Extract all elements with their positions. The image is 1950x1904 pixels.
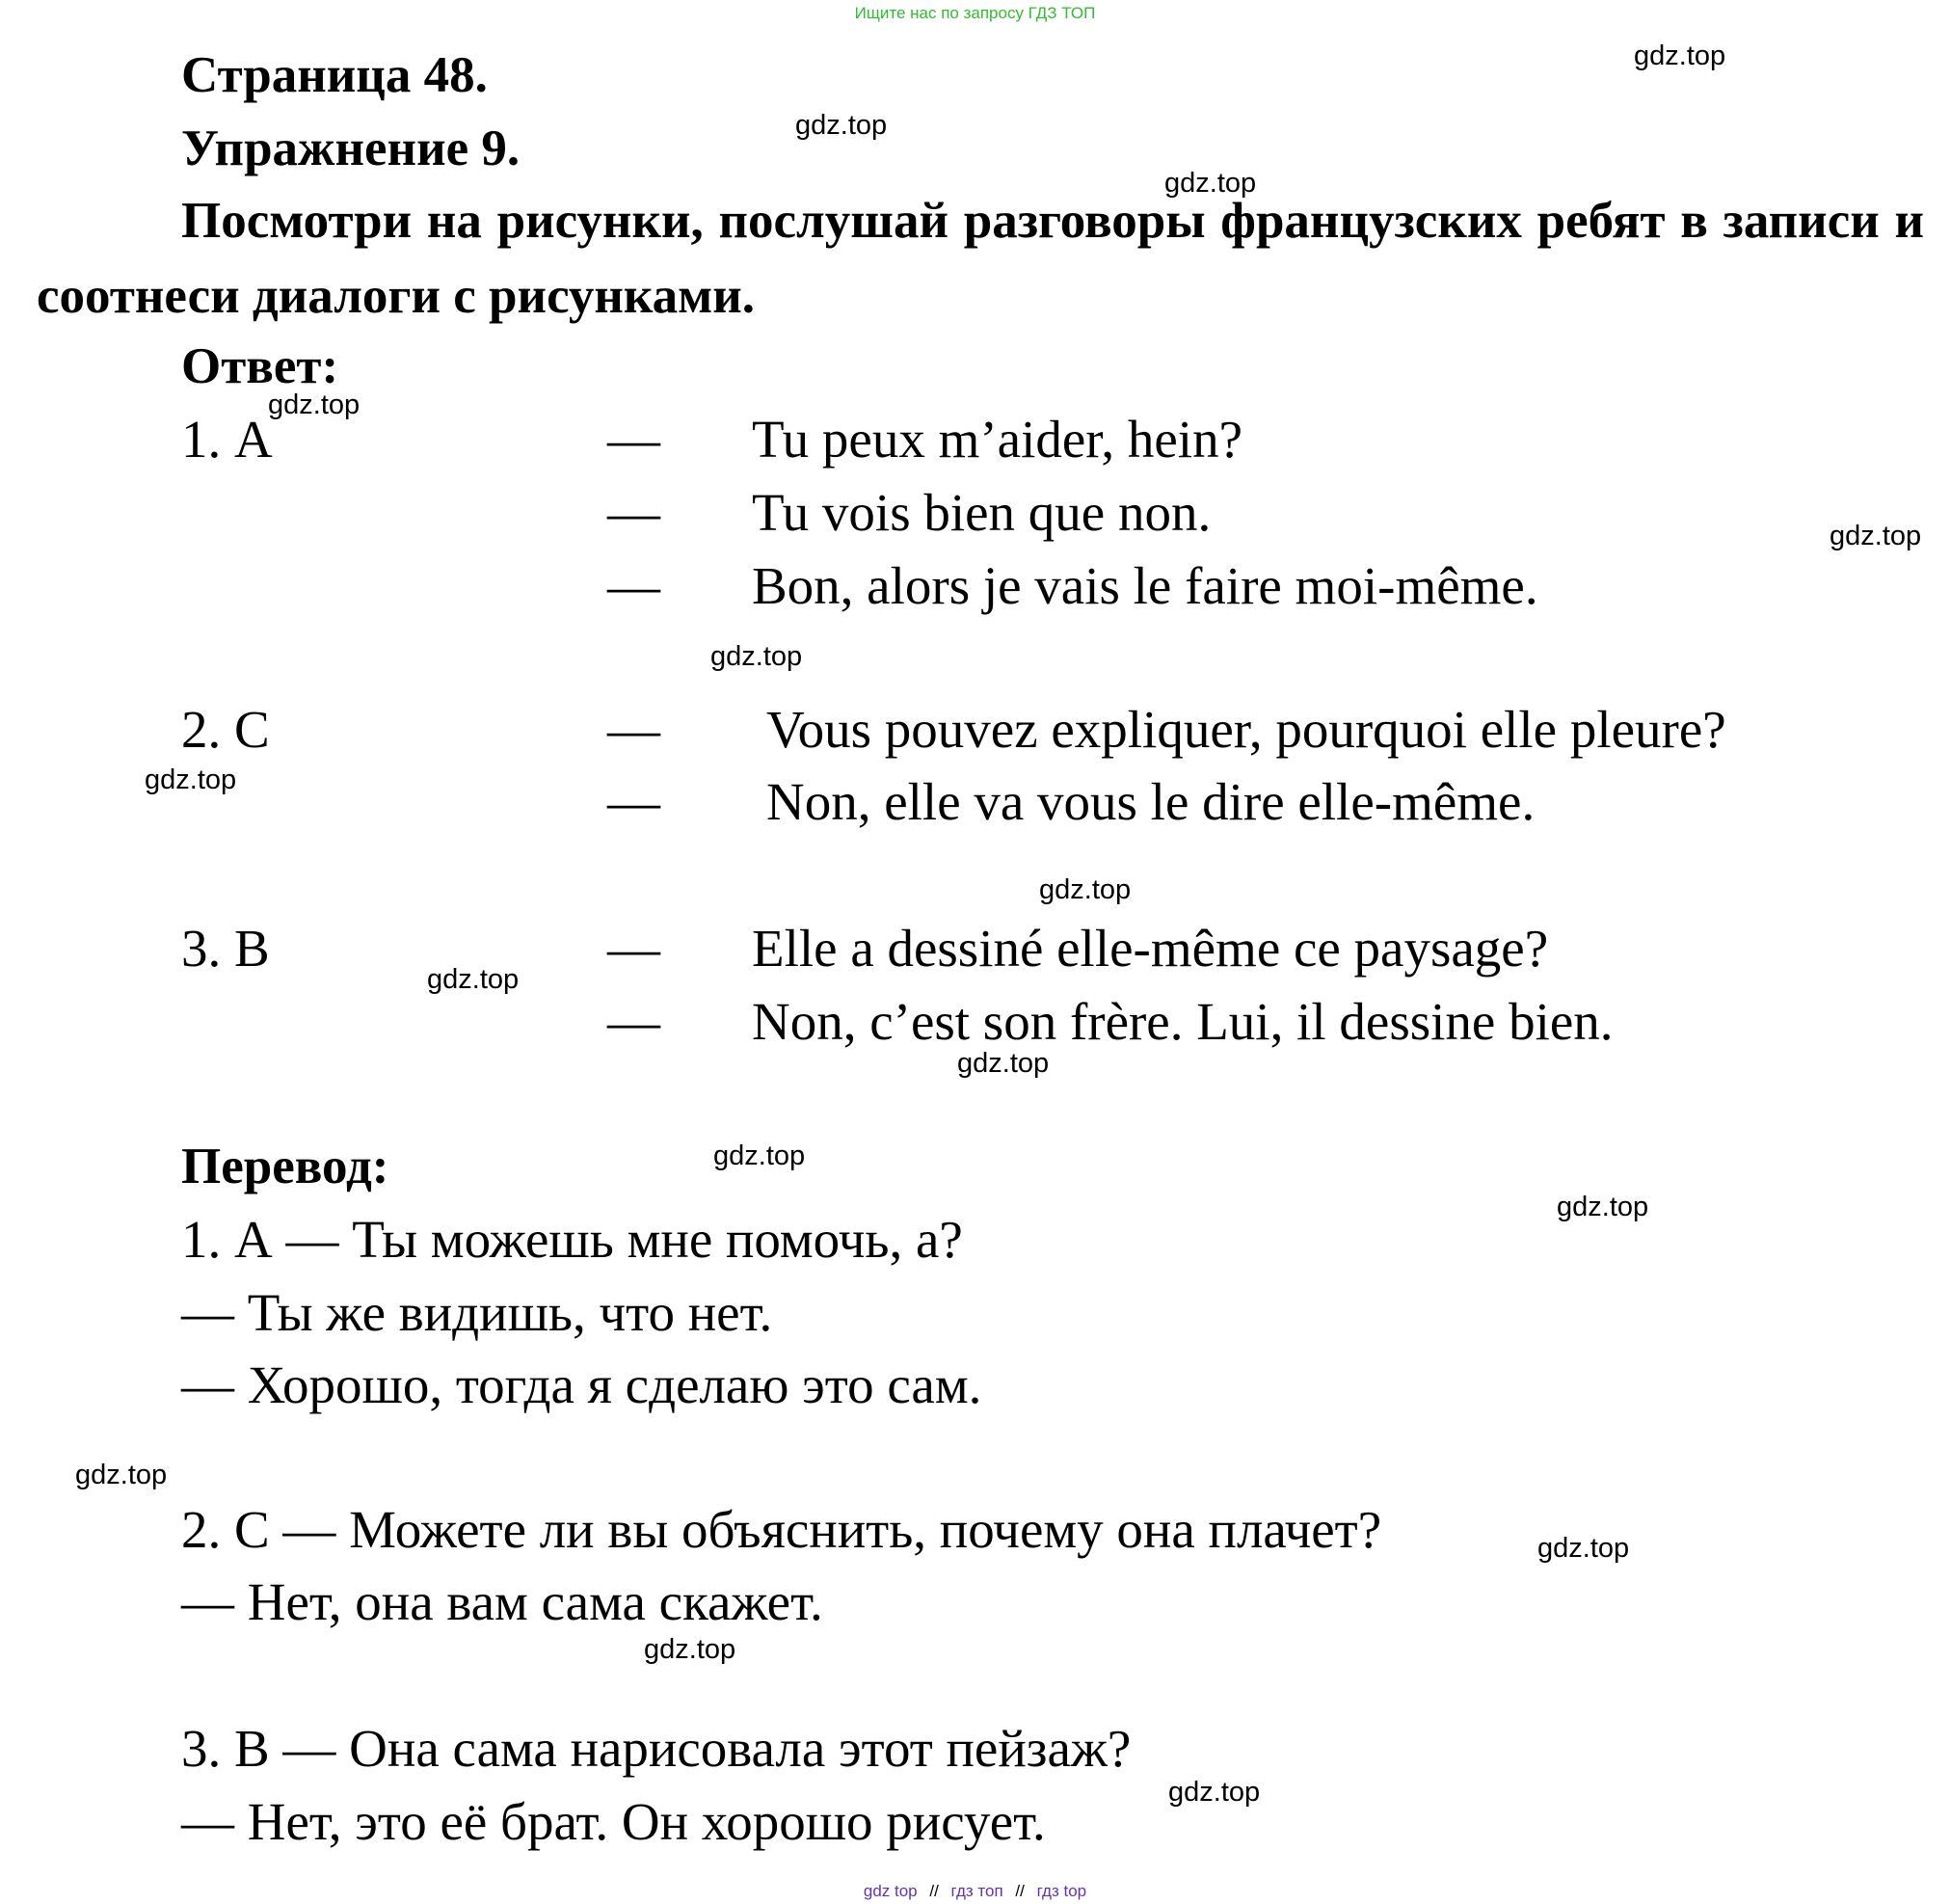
watermark: gdz.top (1537, 1533, 1630, 1564)
watermark: gdz.top (427, 964, 520, 995)
translation-line: — Нет, это её брат. Он хорошо рисует. (181, 1792, 1046, 1851)
task-text: Посмотри на рисунки, послушай разговоры французских ребят в записи и соотнеси диалоги с рисунками. (37, 193, 1924, 324)
watermark: gdz.top (1168, 1777, 1261, 1808)
answer-3-dash-2: — (607, 992, 660, 1051)
answer-2-dash-1: — (607, 700, 660, 759)
watermark: gdz.top (710, 641, 803, 672)
watermark: gdz.top (268, 389, 361, 420)
bottom-links (0, 1882, 1950, 1901)
watermark: gdz.top (795, 110, 888, 141)
watermark: gdz.top (75, 1460, 168, 1490)
watermark: gdz.top (713, 1140, 806, 1171)
answer-3-line-2: Non, c’est son frère. Lui, il dessine bien. (752, 992, 1614, 1051)
answer-3-line-1: Elle a dessiné elle-même ce paysage? (752, 919, 1549, 978)
bottom-link[interactable]: гдз топ (950, 1882, 1003, 1900)
answer-1-line-1: Tu peux m’aider, hein? (752, 410, 1242, 469)
watermark: gdz.top (1164, 168, 1257, 199)
watermark: gdz.top (644, 1634, 736, 1665)
bottom-link[interactable]: гдз top (1036, 1882, 1087, 1900)
answer-3-label: 3. В (181, 919, 270, 978)
answer-1-label: 1. А (181, 410, 273, 469)
answer-1-dash-2: — (607, 483, 660, 542)
answer-1-dash-1: — (607, 410, 660, 469)
answer-1-line-3: Bon, alors je vais le faire moi-même. (752, 556, 1538, 615)
bottom-link[interactable]: gdz top (863, 1882, 918, 1900)
answer-1-line-2: Tu vois bien que non. (752, 483, 1212, 542)
watermark: gdz.top (957, 1048, 1050, 1079)
watermark: gdz.top (1039, 874, 1132, 905)
answer-2-dash-2: — (607, 772, 660, 831)
translation-line: 3. В — Она сама нарисовала этот пейзаж? (181, 1719, 1132, 1778)
translation-line: 2. С — Можете ли вы объяснить, почему она плачет? (181, 1500, 1382, 1559)
answer-1-dash-3: — (607, 556, 660, 615)
page-title: Страница 48. (181, 47, 488, 103)
watermark: gdz.top (1557, 1192, 1649, 1222)
translation-line: — Ты же видишь, что нет. (181, 1283, 773, 1342)
link-separator: // (929, 1882, 939, 1900)
watermark: gdz.top (145, 764, 237, 795)
translation-line: — Хорошо, тогда я сделаю это сам. (181, 1355, 982, 1414)
answer-label: Ответ: (181, 338, 339, 394)
answer-2-line-2: Non, elle va vous le dire elle-même. (766, 772, 1536, 831)
search-banner[interactable]: Ищите нас по запросу ГДЗ ТОП (854, 4, 1096, 22)
watermark: gdz.top (1634, 40, 1726, 71)
answer-2-line-1: Vous pouvez expliquer, pourquoi elle pleure? (766, 700, 1726, 759)
answer-2-label: 2. С (181, 700, 270, 759)
link-separator: // (1015, 1882, 1025, 1900)
translation-label: Перевод: (181, 1139, 389, 1194)
translation-line: 1. А — Ты можешь мне помочь, а? (181, 1210, 963, 1269)
watermark: gdz.top (1830, 521, 1922, 551)
exercise-title: Упражнение 9. (181, 121, 521, 176)
answer-3-dash-1: — (607, 919, 660, 978)
translation-line: — Нет, она вам сама скажет. (181, 1572, 823, 1631)
